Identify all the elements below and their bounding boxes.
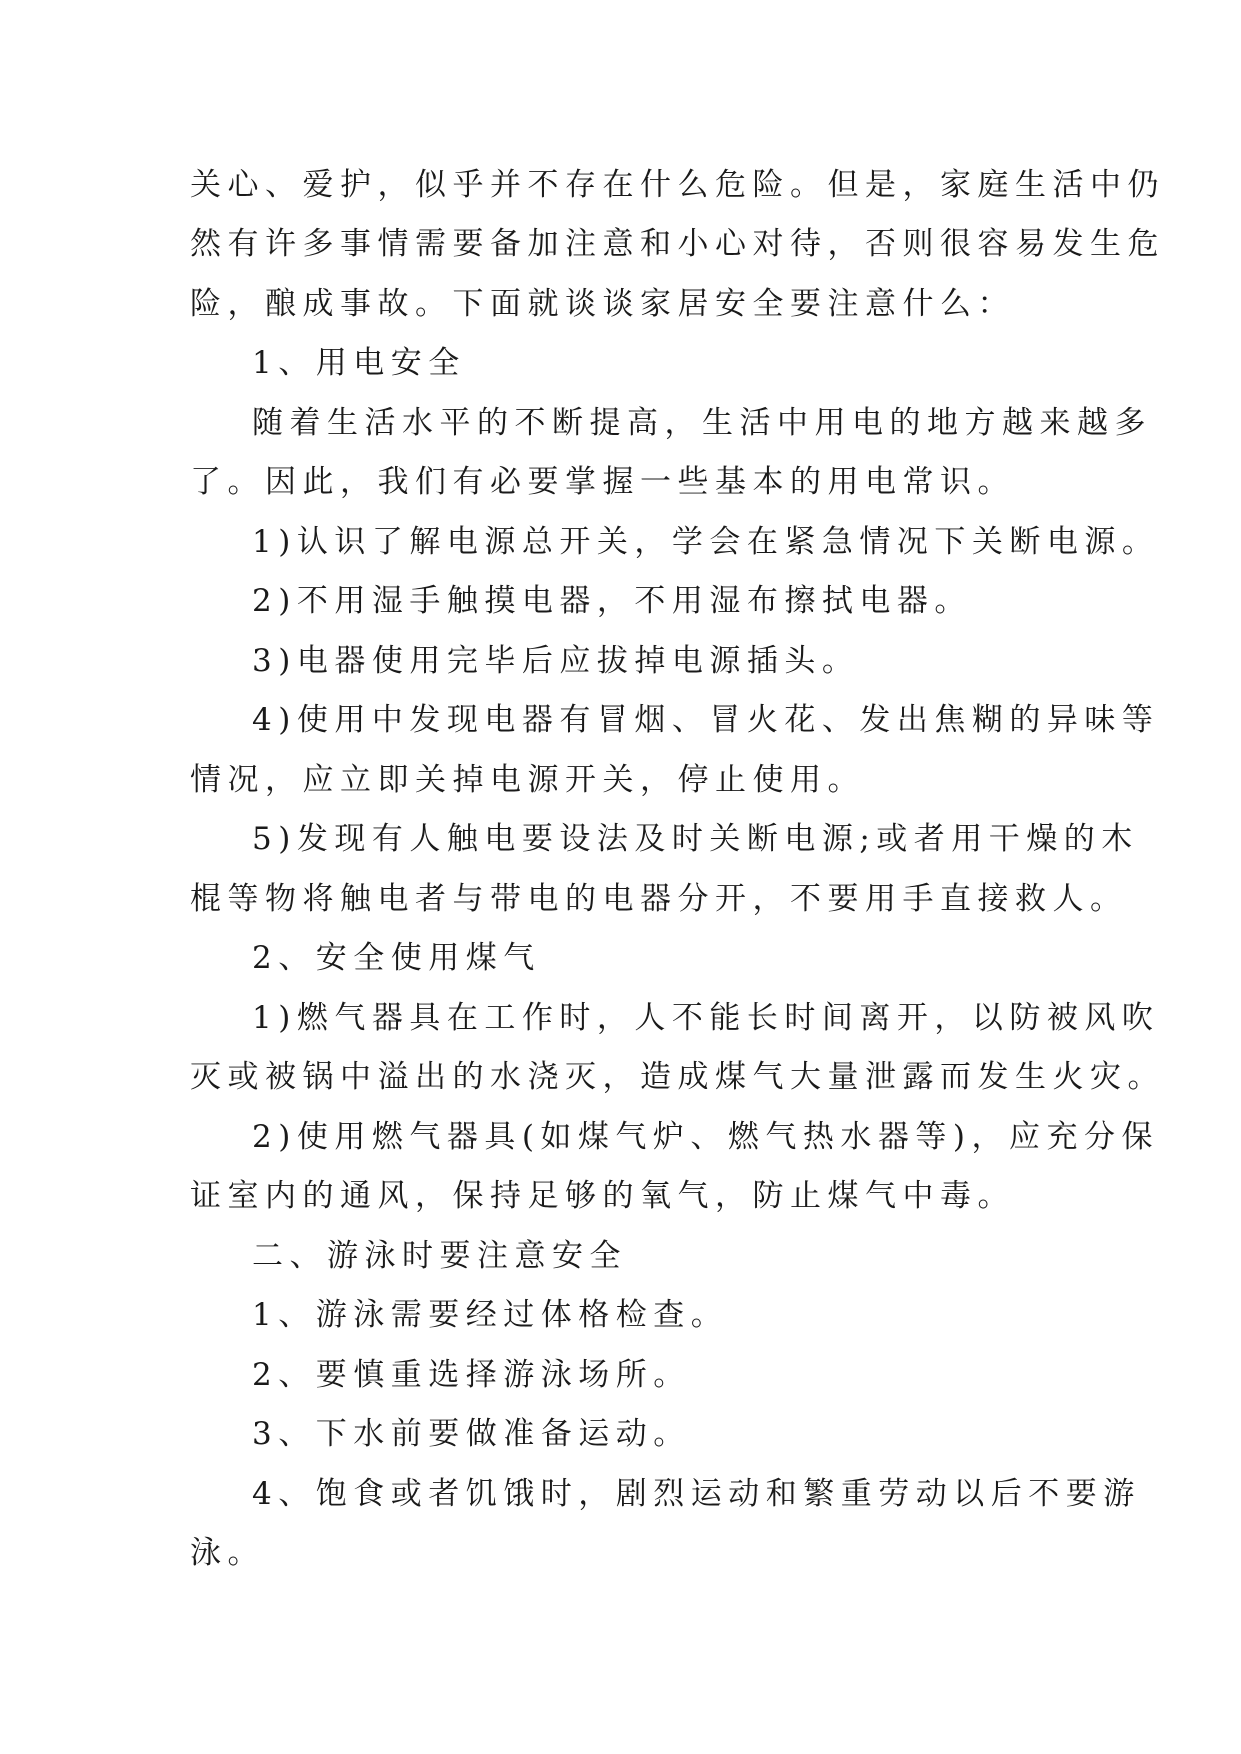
paragraph-line: 关心、爱护，似乎并不存在什么危险。但是，家庭生活中仍 <box>190 167 1165 203</box>
list-item: 1)燃气器具在工作时，人不能长时间离开，以防被风吹 <box>252 1000 1160 1036</box>
list-item: 1)认识了解电源总开关，学会在紧急情况下关断电源。 <box>252 524 1160 560</box>
paragraph-line: 了。因此，我们有必要掌握一些基本的用电常识。 <box>190 464 1015 500</box>
paragraph-line: 棍等物将触电者与带电的电器分开，不要用手直接救人。 <box>190 881 1128 917</box>
section-heading: 二、游泳时要注意安全 <box>252 1238 627 1274</box>
list-item: 2)不用湿手触摸电器，不用湿布擦拭电器。 <box>252 583 972 619</box>
section-heading: 1、用电安全 <box>252 345 466 381</box>
list-item: 1、游泳需要经过体格检查。 <box>252 1297 729 1333</box>
paragraph-line: 然有许多事情需要备加注意和小心对待，否则很容易发生危 <box>190 226 1165 262</box>
list-item: 4、饱食或者饥饿时，剧烈运动和繁重劳动以后不要游 <box>252 1476 1141 1512</box>
list-item: 5)发现有人触电要设法及时关断电源;或者用干燥的木 <box>252 821 1139 857</box>
list-item: 3)电器使用完毕后应拔掉电源插头。 <box>252 643 860 679</box>
paragraph-line: 灭或被锅中溢出的水浇灭，造成煤气大量泄露而发生火灾。 <box>190 1059 1165 1095</box>
list-item: 2、要慎重选择游泳场所。 <box>252 1357 691 1393</box>
paragraph-line: 泳。 <box>190 1535 265 1571</box>
paragraph-line: 险，酿成事故。下面就谈谈家居安全要注意什么： <box>190 286 1015 322</box>
section-heading: 2、安全使用煤气 <box>252 940 541 976</box>
paragraph-line: 情况，应立即关掉电源开关，停止使用。 <box>190 762 865 798</box>
list-item: 2)使用燃气器具(如煤气炉、燃气热水器等)，应充分保 <box>252 1119 1160 1155</box>
list-item: 3、下水前要做准备运动。 <box>252 1416 691 1452</box>
paragraph-line: 随着生活水平的不断提高，生活中用电的地方越来越多 <box>252 405 1152 441</box>
paragraph-line: 证室内的通风，保持足够的氧气，防止煤气中毒。 <box>190 1178 1015 1214</box>
list-item: 4)使用中发现电器有冒烟、冒火花、发出焦糊的异味等 <box>252 702 1160 738</box>
